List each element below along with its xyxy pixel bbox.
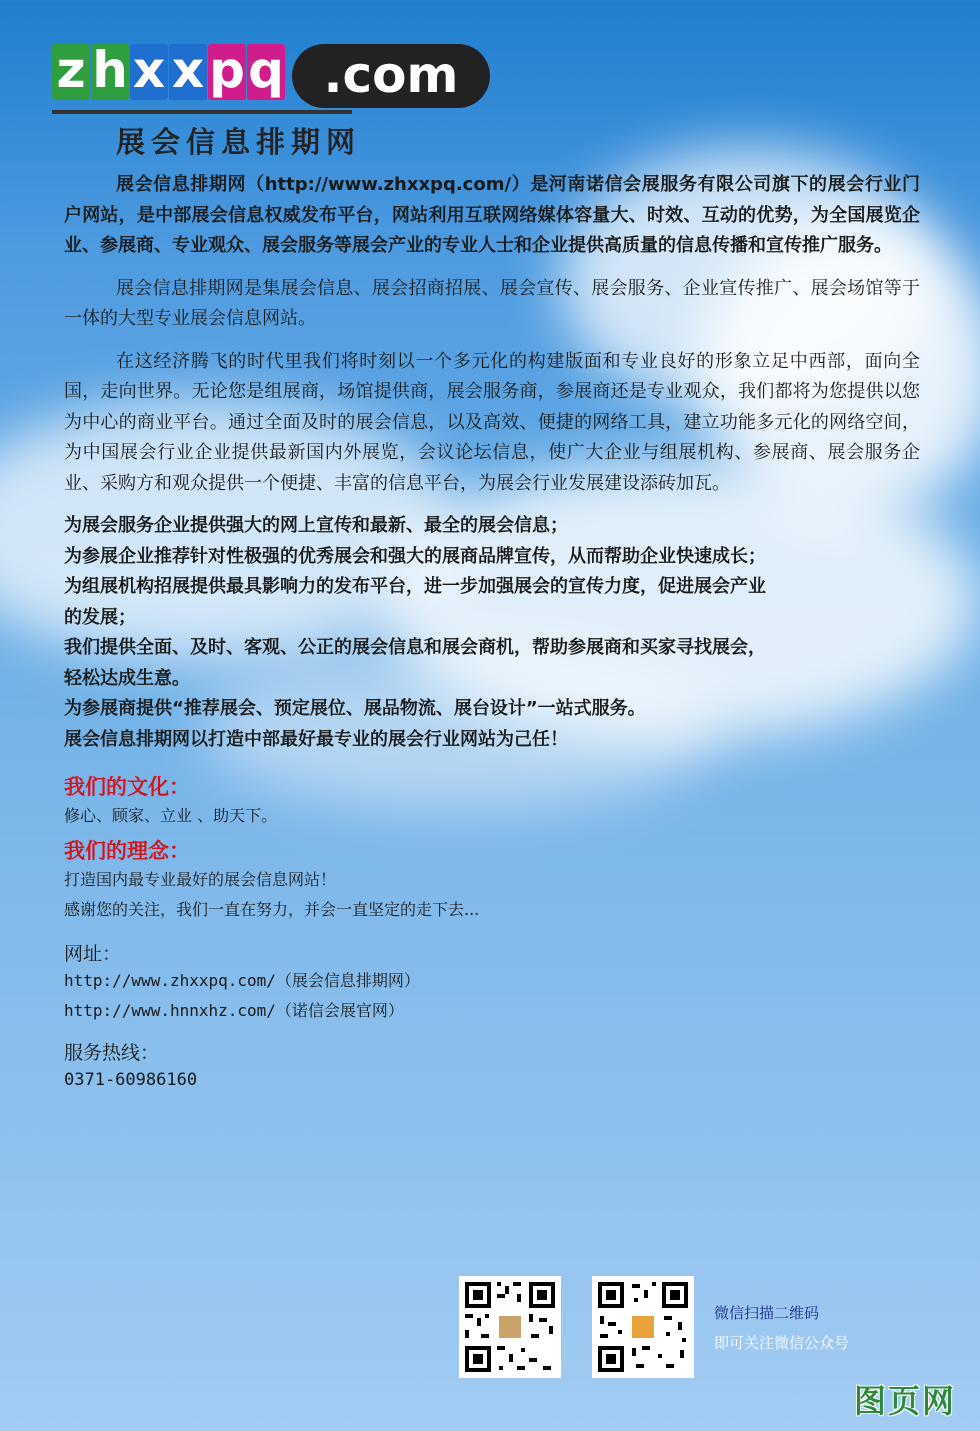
hotline-number: 0371-60986160 [64,1070,198,1090]
qr-code-icon [592,1276,694,1378]
qr-code-icon [459,1276,561,1378]
list-item: 为组展机构招展提供最具影响力的发布平台，进一步加强展会的宣传力度，促进展会产业的发展； [64,576,766,628]
concept-line-1: 打造国内最专业最好的展会信息网站！ [64,870,337,889]
site-logo[interactable] [52,41,459,114]
list-item: 为参展商提供“推荐展会、预定展位、展品物流、展台设计”一站式服务。 [64,698,646,719]
concept-line-2: 感谢您的关注，我们一直在努力，并会一直坚定的走下去... [64,900,480,919]
intro-paragraph-2: 展会信息排期网是集展会信息、展会招商招展、展会宣传、展会服务、企业宣传推广、展会场馆等于一体的大型专业展会信息网站。 [64,277,920,329]
wechat-hint [714,1298,849,1358]
list-item: 展会信息排期网以打造中部最好最专业的展会行业网站为己任！ [64,728,568,750]
concept-title: 我们的理念： [64,839,190,863]
main-content [64,170,920,1095]
logo-letter: z [52,44,90,100]
logo-letters [52,41,286,108]
logo-letter: q [248,41,284,99]
website-title: 网址： [64,943,122,965]
list-item: 为参展企业推荐针对性极强的优秀展会和强大的展商品牌宣传，从而帮助企业快速成长； [64,545,766,567]
wechat-hint-line-2: 即可关注微信公众号 [714,1334,850,1352]
service-list [64,511,774,755]
hotline-title: 服务热线： [64,1042,160,1064]
intro-paragraph-1: 展会信息排期网（http://www.zhxxpq.com/）是河南诺信会展服务有限公司旗下的展会行业门户网站，是中部展会信息权威发布平台，网站利用互联网络媒体容量大、时效、互动的优势，为全国展览企业、参展商、专业观众、展会服务等展会产业的专业人士和企业提供高质量的信息传播和宣传推广服务。 [64,174,920,256]
logo-letter: x [169,44,207,100]
logo-letter: p [209,41,245,99]
culture-title: 我们的文化： [64,775,190,799]
qr-code-2[interactable] [592,1276,694,1378]
logo-letter: h [92,41,128,99]
logo-underline [52,110,352,114]
list-item: 为展会服务企业提供强大的网上宣传和最新、最全的展会信息； [64,515,568,536]
logo-letter: x [130,44,168,100]
logo-subtitle: 展会信息排期网 [116,125,362,159]
list-item: 我们提供全面、及时、客观、公正的展会信息和展会商机，帮助参展商和买家寻找展会，轻松达成生意。 [64,637,766,689]
wechat-hint-line-1: 微信扫描二维码 [714,1304,820,1322]
website-link-1[interactable]: http://www.zhxxpq.com/（展会信息排期网） [64,971,420,990]
logo-com: .com [292,44,490,108]
website-link-2[interactable]: http://www.hnnxhz.com/（诺信会展官网） [64,1001,404,1020]
intro-paragraph-3: 在这经济腾飞的时代里我们将时刻以一个多元化的构建版面和专业良好的形象立足中西部，面向全国，走向世界。无论您是组展商，场馆提供商，展会服务商，参展商还是专业观众，我们都将为您提供以您为中心的商业平台。通过全面及时的展会信息，以及高效、便捷的网络工具，建立功能多元化的网络空间，为中国展会行业企业提供最新国内外展览，会议论坛信息，使广大企业与组展机构、参展商、展会服务企业、采购方和观众提供一个便捷、丰富的信息平台，为展会行业发展建设添砖加瓦。 [64,350,920,494]
qr-code-1[interactable] [459,1276,561,1378]
watermark-logo: 图页网 [854,1382,957,1420]
culture-text: 修心、顾家、立业 、助天下。 [64,806,278,825]
